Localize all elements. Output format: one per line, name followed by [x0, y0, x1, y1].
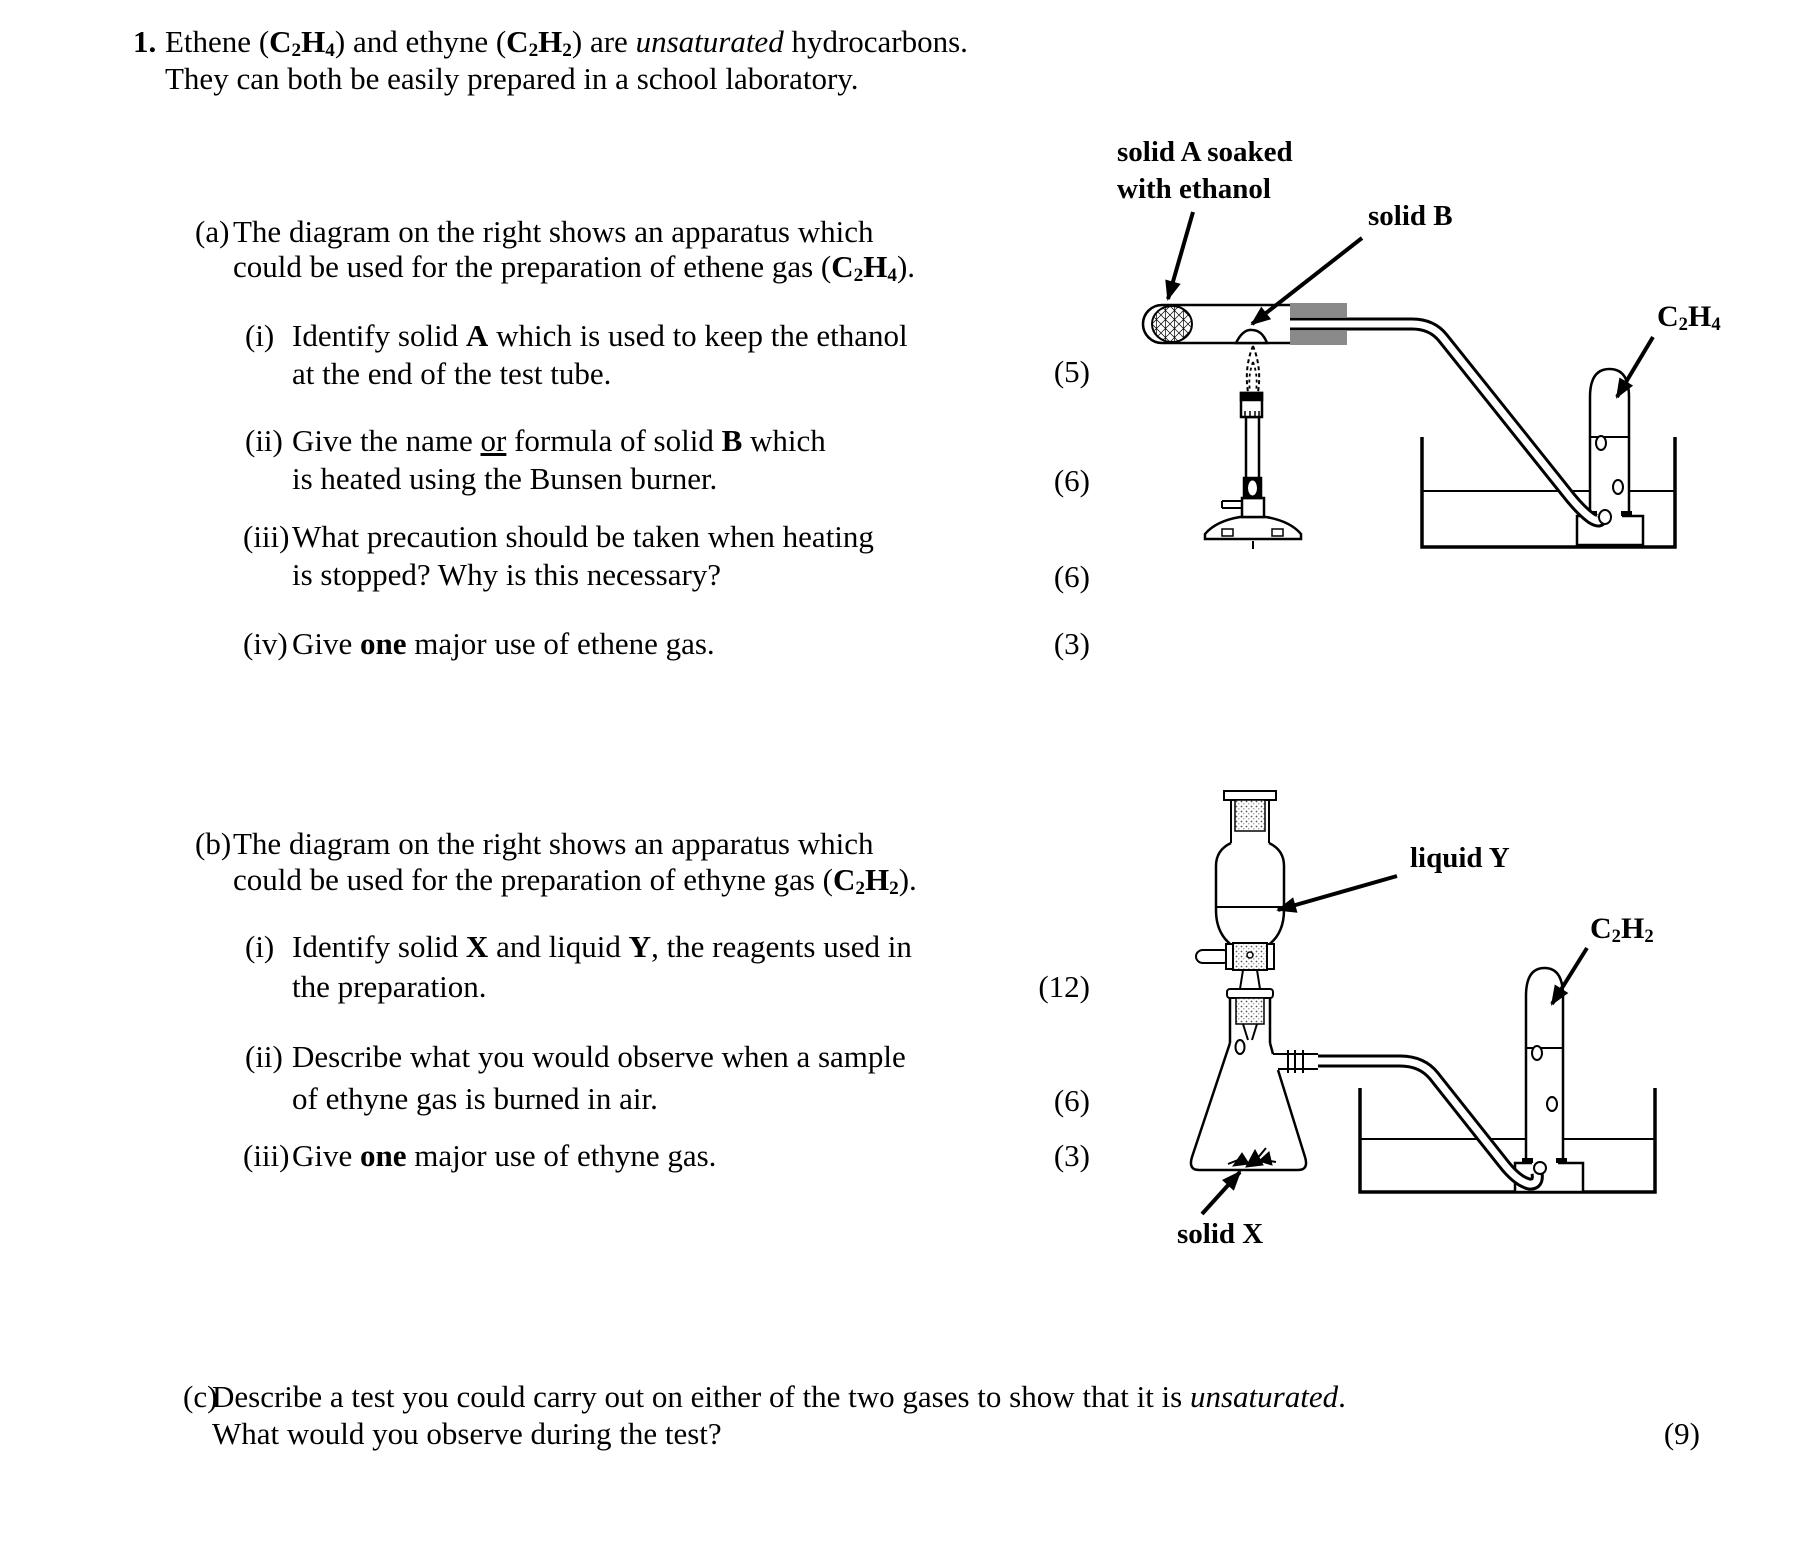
label-liquid-y: liquid Y	[1410, 842, 1510, 874]
question-intro-line-2: They can both be easily prepared in a school laboratory.	[165, 61, 859, 96]
part-b-item-2-line-2: of ethyne gas is burned in air.	[292, 1081, 658, 1116]
part-a-item-3-line-1: What precaution should be taken when heating	[292, 519, 874, 554]
arrow-c2h4	[1617, 337, 1653, 397]
part-b-label: (b)	[195, 826, 232, 861]
part-a-item-4-line-1: Give one major use of ethene gas.	[292, 626, 715, 661]
question-number: 1.	[133, 24, 157, 59]
arrow-solid-x	[1202, 1172, 1240, 1214]
solid-b-lump	[1236, 330, 1267, 343]
part-a-item-2-line-1: Give the name or formula of solid B which	[292, 423, 826, 458]
marks-a-iii: (6)	[1053, 559, 1090, 594]
label-c2h2: $C_2H_2$	[1590, 912, 1654, 948]
tap-handle	[1196, 950, 1230, 963]
solid-x-chunks	[1228, 1148, 1276, 1167]
marks-b-iii: (3)	[1053, 1138, 1090, 1173]
part-a-item-1-line-1: Identify solid A which is used to keep the ethanol	[292, 318, 908, 353]
delivery-tube-b	[1318, 1061, 1537, 1184]
flame	[1247, 346, 1259, 392]
mineral-wool-solid-a	[1152, 306, 1192, 342]
funnel-stopper	[1235, 800, 1265, 831]
bunsen-burner	[1205, 393, 1301, 549]
part-b-item-1-line-1: Identify solid X and liquid Y, the reagents used in	[292, 929, 912, 964]
part-b-intro-line-2: could be used for the preparation of ethyne gas $(C_2H_2)$.	[233, 862, 917, 900]
part-a-item-2-label: (ii)	[245, 423, 283, 458]
label-solid-b: solid B	[1368, 200, 1453, 232]
part-c-label: (c)	[183, 1379, 218, 1414]
marks-c: (9)	[1663, 1416, 1700, 1451]
part-a-intro-line-2: could be used for the preparation of ethene gas $(C_2H_4)$.	[233, 249, 916, 287]
part-a-item-4-label: (iv)	[243, 626, 288, 661]
part-a-label: (a)	[195, 214, 230, 249]
part-a-item-3-label: (iii)	[243, 519, 290, 554]
part-b-item-3-line-1: Give one major use of ethyne gas.	[292, 1138, 717, 1173]
arrow-solid-a	[1168, 212, 1193, 299]
flask-stopper	[1227, 989, 1273, 1054]
part-a-item-1-line-2: at the end of the test tube.	[292, 356, 612, 391]
part-b-item-1-label: (i)	[245, 929, 275, 964]
part-b-item-2-line-1: Describe what you would observe when a sample	[292, 1039, 906, 1074]
dropping-funnel	[1216, 791, 1284, 963]
label-solid-x: solid X	[1177, 1218, 1264, 1250]
part-c-line-2: What would you observe during the test?	[212, 1416, 722, 1451]
marks-b-ii: (6)	[1053, 1083, 1090, 1118]
question-intro-line-1: Ethene $(C_2H_4)$ and ethyne $(C_2H_2)$ are unsaturated hydrocarbons.	[165, 24, 968, 62]
label-c2h4: $C_2H_4$	[1657, 300, 1721, 336]
gas-jar-b	[1522, 968, 1567, 1163]
part-a-item-3-line-2: is stopped? Why is this necessary?	[292, 557, 722, 592]
part-a-item-2-line-2: is heated using the Bunsen burner.	[292, 461, 718, 496]
part-c-line-1: Describe a test you could carry out on either of the two gases to show that it is unsaturated.	[212, 1379, 1346, 1414]
gas-jar-a	[1586, 369, 1632, 516]
marks-a-iv: (3)	[1053, 626, 1090, 661]
droplet	[1236, 1040, 1245, 1054]
part-b-intro-line-1: The diagram on the right shows an apparatus which	[233, 826, 874, 861]
part-a-intro-line-1: The diagram on the right shows an apparatus which	[233, 214, 874, 249]
stopcock-tap	[1196, 943, 1274, 989]
apparatus-diagram-ethene	[990, 130, 1800, 570]
marks-a-ii: (6)	[1053, 463, 1090, 498]
label-solid-a-line-2: with ethanol	[1117, 173, 1271, 205]
arrow-liquid-y	[1278, 876, 1397, 910]
part-b-item-2-label: (ii)	[245, 1039, 283, 1074]
label-solid-a-line-1: solid A soaked	[1117, 136, 1293, 168]
part-a-item-1-label: (i)	[245, 318, 275, 353]
part-b-item-3-label: (iii)	[243, 1138, 290, 1173]
part-b-item-1-line-2: the preparation.	[292, 969, 487, 1004]
apparatus-diagram-ethyne	[1100, 780, 1800, 1305]
marks-a-i: (5)	[1053, 354, 1090, 389]
marks-b-i: (12)	[1038, 969, 1090, 1004]
